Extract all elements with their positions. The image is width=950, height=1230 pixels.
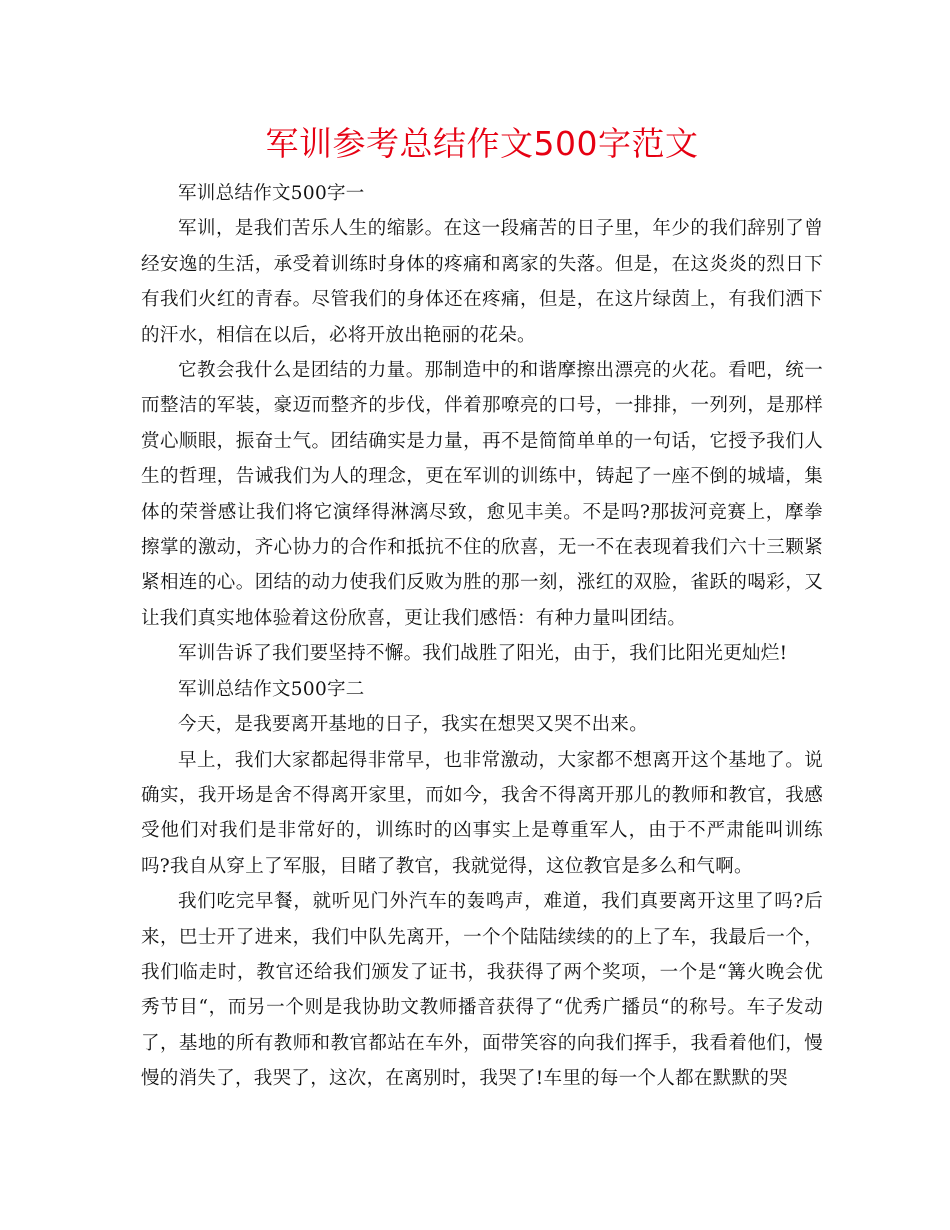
document-title: 军训参考总结作文500字范文 [265,124,699,163]
body-paragraph: 它教会我什么是团结的力量。那制造中的和谐摩擦出漂亮的火花。看吧，统一而整洁的军装，豪迈而整齐的步伐，伴着那嘹亮的口号，一排排，一列列，是那样赏心顺眼，振奋士气。团结确实是力量，再不是简简单单的一句话，它授予我们人生的哲理，告诫我们为人的理念，更在军训的训练中，铸起了一座不倒的城墙，集体的荣誉感让我们将它演绎得淋漓尽致，愈见丰美。不是吗?那拔河竞赛上，摩拳擦掌的激动，齐心协力的合作和抵抗不住的欣喜，无一不在表现着我们六十三颗紧紧相连的心。团结的动力使我们反败为胜的那一刻，涨红的双脸，雀跃的喝彩，又让我们真实地体验着这份欣喜，更让我们感悟：有种力量叫团结。 [141,360,823,629]
subheading-part-two: 军训总结作文500字二 [178,678,365,700]
body-paragraph: 早上，我们大家都起得非常早，也非常激动，大家都不想离开这个基地了。说确实，我开场是舍不得离开家里，而如今，我舍不得离开那儿的教师和教官，我感受他们对我们是非常好的，训练时的凶事实上是尊重军人，由于不严肃能叫训练吗?我自从穿上了军服，目睹了教官，我就觉得，这位教官是多么和气啊。 [141,749,823,877]
body-paragraph: 我们吃完早餐，就听见门外汽车的轰鸣声，难道，我们真要离开这里了吗?后来，巴士开了进来，我们中队先离开，一个个陆陆续续的的上了车，我最后一个，我们临走时，教官还给我们颁发了证书，我获得了两个奖项，一个是“篝火晚会优秀节目“，而另一个则是我协助文教师播音获得了“优秀广播员“的称号。车子发动了，基地的所有教师和教官都站在车外，面带笑容的向我们挥手，我看着他们，慢慢的消失了，我哭了，这次，在离别时，我哭了!车里的每一个人都在默默的哭 [141,891,823,1090]
body-paragraph: 今天，是我要离开基地的日子，我实在想哭又哭不出来。 [178,714,649,736]
subheading-part-one: 军训总结作文500字一 [178,183,365,204]
document-page [141,118,823,1097]
body-paragraph: 军训告诉了我们要坚持不懈。我们战胜了阳光，由于，我们比阳光更灿烂! [178,643,788,665]
body-paragraph: 军训，是我们苦乐人生的缩影。在这一段痛苦的日子里，年少的我们辞别了曾经安逸的生活，承受着训练时身体的疼痛和离家的失落。但是，在这炎炎的烈日下有我们火红的青春。尽管我们的身体还在疼痛，但是，在这片绿茵上，有我们洒下的汗水，相信在以后，必将开放出艳丽的花朵。 [141,218,823,346]
